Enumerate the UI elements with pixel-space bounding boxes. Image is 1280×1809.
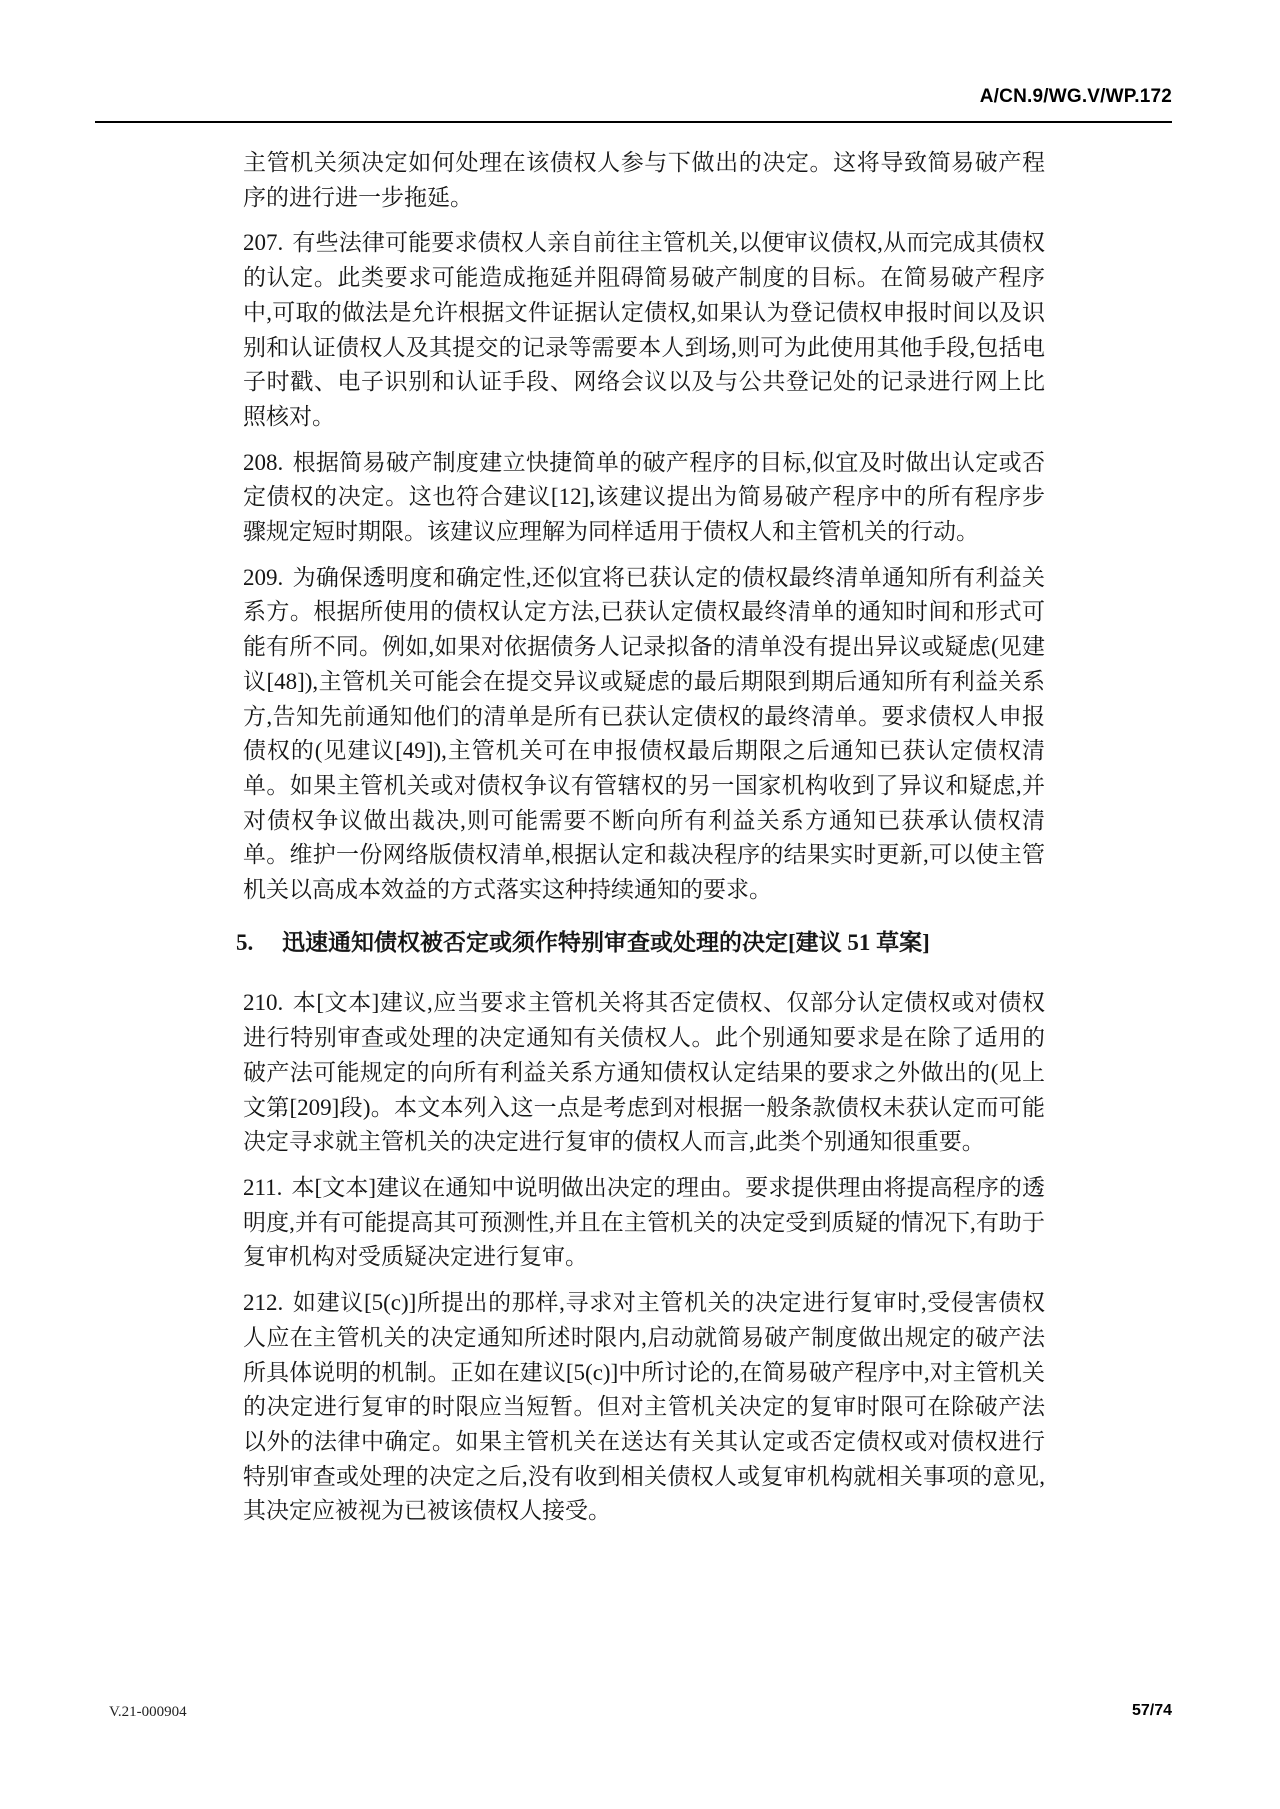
footer-page-number: 57/74 — [1131, 1702, 1172, 1719]
paragraph-text: 主管机关须决定如何处理在该债权人参与下做出的决定。这将导致简易破产程序的进行进一步拖延。 — [243, 150, 1045, 210]
paragraph-number: 207. — [243, 230, 284, 256]
paragraph-text: 为确保透明度和确定性,还似宜将已获认定的债权最终清单通知所有利益关系方。根据所使用的债权认定方法,已获认定债权最终清单的通知时间和形式可能有所不同。例如,如果对依据债务人记录拟备的清单没有提出异议或疑虑(见建议[48]),主管机关可能会在提交异议或疑虑的最后期限到期后通知所有利益关系方,告知先前通知他们的清单是所有已获认定债权的最终清单。要求债权人申报债权的(见建议[49]),主管机关可在申报债权最后期限之后通知已获认定债权清单。如果主管机关或对债权争议有管辖权的另一国家机构收到了异议和疑虑,并对债权争议做出裁决,则可能需要不断向所有利益关系方通知已获承认债权清单。维护一份网络版债权清单,根据认定和裁决程序的结果实时更新,可以使主管机关以高成本效益的方式落实这种持续通知的要求。 — [243, 564, 1045, 903]
paragraph — [243, 146, 1045, 215]
section-heading-number: 5. — [236, 929, 254, 955]
paragraph-text: 根据简易破产制度建立快捷简单的破产程序的目标,似宜及时做出认定或否定债权的决定。这也符合建议[12],该建议提出为简易破产程序中的所有程序步骤规定短时期限。该建议应理解为同样适用于债权人和主管机关的行动。 — [243, 449, 1045, 545]
paragraph — [243, 561, 1045, 908]
paragraph-text: 如建议[5(c)]所提出的那样,寻求对主管机关的决定进行复审时,受侵害债权人应在主管机关的决定通知所述时限内,启动就简易破产制度做出规定的破产法所具体说明的机制。正如在建议[5(c)]中所讨论的,在简易破产程序中,对主管机关的决定进行复审的时限应当短暂。但对主管机关决定的复审时限可在除破产法以外的法律中确定。如果主管机关在送达有关其认定或否定债权或对债权进行特别审查或处理的决定之后,没有收到相关债权人或复审机构就相关事项的意见,其决定应被视为已被该债权人接受。 — [243, 1290, 1045, 1524]
paragraph-number: 208. — [243, 449, 284, 475]
section-heading-text: 迅速通知债权被否定或须作特别审查或处理的决定[建议 51 草案] — [282, 929, 930, 955]
section-heading — [236, 926, 1045, 961]
paragraph-text: 有些法律可能要求债权人亲自前往主管机关,以便审议债权,从而完成其债权的认定。此类要求可能造成拖延并阻碍简易破产制度的目标。在简易破产程序中,可取的做法是允许根据文件证据认定债权,如果认为登记债权申报时间以及识别和认证债权人及其提交的记录等需要本人到场,则可为此使用其他手段,包括电子时戳、电子识别和认证手段、网络会议以及与公共登记处的记录进行网上比照核对。 — [243, 230, 1045, 429]
paragraph — [243, 1286, 1045, 1529]
header-rule — [95, 121, 1172, 123]
document-body — [236, 146, 1045, 1540]
paragraph — [243, 1171, 1045, 1275]
document-symbol: A/CN.9/WG.V/WP.172 — [979, 86, 1172, 107]
paragraph-text: 本[文本]建议,应当要求主管机关将其否定债权、仅部分认定债权或对债权进行特别审查或处理的决定通知有关债权人。此个别通知要求是在除了适用的破产法可能规定的向所有利益关系方通知债权认定结果的要求之外做出的(见上文第[209]段)。本文本列入这一点是考虑到对根据一般条款债权未获认定而可能决定寻求就主管机关的决定进行复审的债权人而言,此类个别通知很重要。 — [243, 990, 1045, 1155]
paragraph — [243, 226, 1045, 434]
paragraph — [243, 446, 1045, 550]
paragraph-number: 210. — [243, 990, 284, 1016]
paragraph-number: 209. — [243, 564, 284, 590]
paragraph-number: 212. — [243, 1290, 284, 1316]
paragraph — [243, 986, 1045, 1160]
footer-document-number: V.21-000904 — [109, 1704, 187, 1720]
paragraph-number: 211. — [243, 1174, 283, 1200]
paragraph-text: 本[文本]建议在通知中说明做出决定的理由。要求提供理由将提高程序的透明度,并有可能提高其可预测性,并且在主管机关的决定受到质疑的情况下,有助于复审机构对受质疑决定进行复审。 — [243, 1174, 1045, 1270]
